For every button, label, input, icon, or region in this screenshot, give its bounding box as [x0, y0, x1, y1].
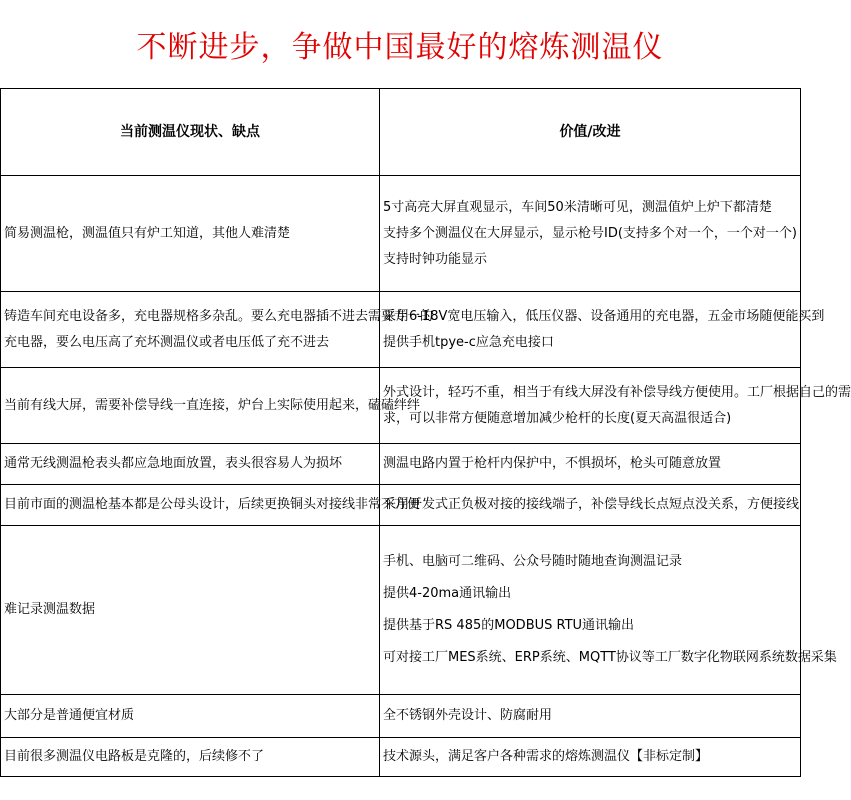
improvement-text: 提供手机tpye-c应急充电接口 [383, 334, 554, 350]
improvement-text: 提供4-20ma通讯输出 [383, 586, 512, 601]
problem-text: 充电器，要么电压高了充坏测温仪或者电压低了充不进去 [4, 334, 330, 350]
improvement-text: 全不锈钢外壳设计、防腐耐用 [383, 708, 553, 723]
improvement-text: 采用开发式正负极对接的接线端子，补偿导线长点短点没关系，方便接线 [383, 497, 800, 512]
table-row [1, 176, 801, 292]
improvement-text: 外式设计，轻巧不重，相当于有线大屏没有补偿导线方便使用。工厂根据自己的需 [383, 384, 851, 400]
improvement-text: 可对接工厂MES系统、ERP系统、MQTT协议等工厂数字化物联网系统数据采集 [383, 650, 837, 665]
improvement-text: 采用6-18V宽电压输入，低压仪器、设备通用的充电器，五金市场随便能买到 [383, 308, 825, 324]
table-row [1, 695, 801, 738]
improvement-text: 支持时钟功能显示 [383, 251, 488, 267]
problem-cell [1, 738, 380, 777]
table-row [1, 485, 801, 526]
table-row [1, 292, 801, 368]
problem-cell [1, 485, 421, 526]
problem-text: 难记录测温数据 [4, 602, 96, 617]
improvement-cell [380, 368, 851, 444]
improvement-cell [380, 695, 801, 738]
problem-text: 通常无线测温枪表头都应急地面放置，表头很容易人为损坏 [4, 456, 343, 471]
page-title: 不断进步，争做中国最好的熔炼测温仪 [136, 30, 664, 65]
problem-cell [1, 368, 421, 444]
problem-text: 目前很多测温仪电路板是克隆的，后续修不了 [4, 749, 265, 764]
problem-cell [1, 444, 380, 485]
improvement-cell [380, 292, 825, 368]
table-row [1, 444, 801, 485]
table-row [1, 368, 801, 444]
problem-cell [1, 695, 380, 738]
table-row [1, 738, 801, 777]
problem-text: 大部分是普通便宜材质 [4, 708, 135, 723]
improvement-text: 5寸高亮大屏直观显示，车间50米清晰可见，测温值炉上炉下都清楚 [383, 199, 772, 215]
improvement-cell [380, 485, 801, 526]
improvement-text: 提供基于RS 485的MODBUS RTU通讯输出 [383, 618, 635, 633]
column-header-problems: 当前测温仪现状、缺点 [1, 89, 380, 176]
improvement-cell [380, 444, 801, 485]
improvement-text: 技术源头，满足客户各种需求的熔炼测温仪【非标定制】 [383, 749, 709, 764]
problem-text: 铸造车间充电设备多，充电器规格多杂乱。要么充电器插不进去需要专一的 [4, 308, 434, 324]
column-header-improvements: 价值/改进 [380, 89, 801, 176]
problem-cell [1, 176, 380, 292]
problem-cell [1, 292, 434, 368]
improvement-text: 手机、电脑可二维码、公众号随时随地查询测温记录 [383, 554, 683, 569]
table-header-row [1, 89, 801, 176]
improvement-cell [380, 738, 801, 777]
improvement-text: 测温电路内置于枪杆内保护中，不惧损坏，枪头可随意放置 [383, 456, 722, 471]
problem-cell [1, 526, 380, 695]
improvement-cell [380, 176, 801, 292]
improvement-text: 求，可以非常方便随意增加减少枪杆的长度(夏天高温很适合) [383, 410, 732, 426]
improvement-text: 支持多个测温仪在大屏显示，显示枪号ID(支持多个对一个，一个对一个) [383, 225, 797, 241]
problem-text: 当前有线大屏，需要补偿导线一直连接，炉台上实际使用起来，磕磕绊绊 [4, 397, 421, 413]
improvement-cell [380, 526, 837, 695]
comparison-table [0, 88, 851, 777]
problem-text: 目前市面的测温枪基本都是公母头设计，后续更换铜头对接线非常不方便 [4, 497, 421, 512]
problem-text: 简易测温枪，测温值只有炉工知道，其他人难清楚 [4, 225, 291, 241]
table-row [1, 526, 801, 695]
